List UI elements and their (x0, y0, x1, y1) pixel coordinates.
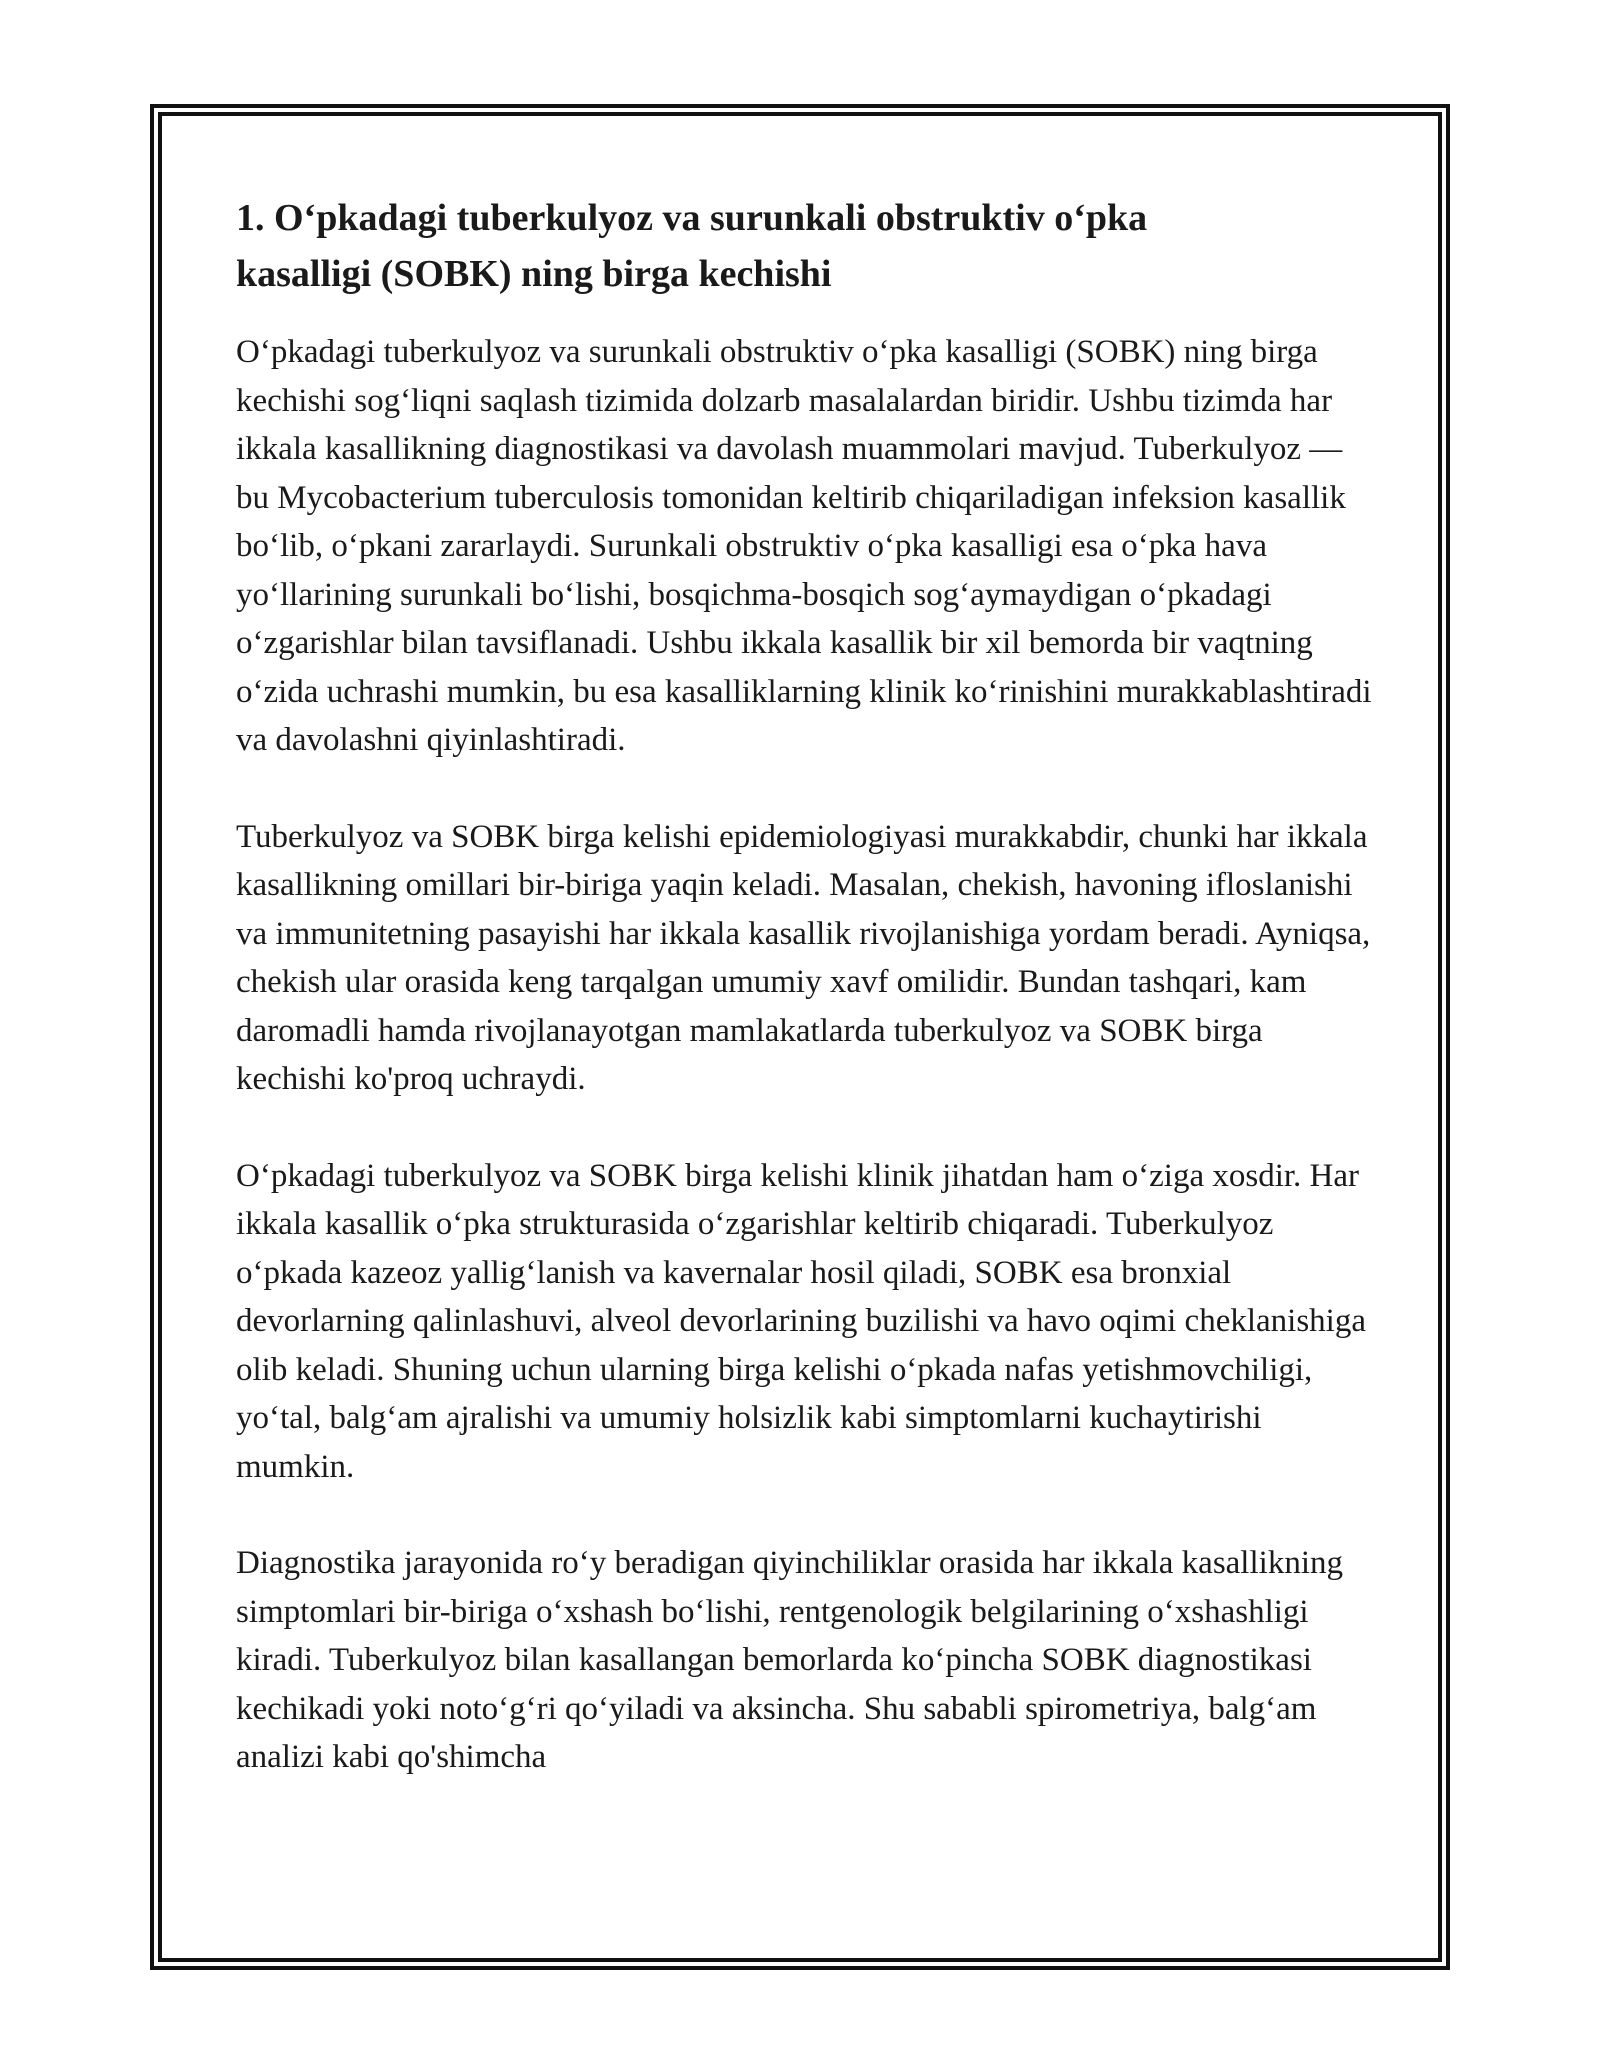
paragraph-2: Tuberkulyoz va SOBK birga kelishi epidemiologiyasi murakkabdir, chunki har ikkala kasallikning omillari bir-biriga yaqin keladi. Masalan, chekish, havoning ifloslanishi va immunitetning pasayishi har ikkala kasallik rivojlanishiga yordam beradi. Ayniqsa, chekish ular orasida keng tarqalgan umumiy xavf omilidir. Bundan tashqari, kam daromadli hamda rivojlanayotgan mamlakatlarda tuberkulyoz va SOBK birga kechishi ko'proq uchraydi. (236, 818, 1371, 1097)
paragraph-3: O‘pkadagi tuberkulyoz va SOBK birga kelishi klinik jihatdan ham o‘ziga xosdir. Har ikkala kasallik o‘pka strukturasida o‘zgarishlar keltirib chiqaradi. Tuberkulyoz o‘pkada kazeoz yallig‘lanish va kavernalar hosil qiladi, SOBK esa bronxial devorlarning qalinlashuvi, alveol devorlarining buzilishi va havo oqimi cheklanishiga olib keladi. Shuning uchun ularning birga kelishi o‘pkada nafas yetishmovchiligi, yo‘tal, balg‘am ajralishi va umumiy holsizlik kabi simptomlarni kuchaytirishi mumkin. (236, 1157, 1366, 1485)
document-body (236, 190, 1376, 1830)
paragraph-1: O‘pkadagi tuberkulyoz va surunkali obstruktiv o‘pka kasalligi (SOBK) ning birga kechishi sog‘liqni saqlash tizimida dolzarb masalalardan biridir. Ushbu tizimda har ikkala kasallikning diagnostikasi va davolash muammolari mavjud. Tuberkulyoz — bu Mycobacterium tuberculosis tomonidan keltirib chiqariladigan infeksion kasallik bo‘lib, o‘pkani zararlaydi. Surunkali obstruktiv o‘pka kasalligi esa o‘pka hava yo‘llarining surunkali bo‘lishi, bosqichma-bosqich sog‘aymaydigan o‘pkadagi o‘zgarishlar bilan tavsiflanadi. Ushbu ikkala kasallik bir xil bemorda bir vaqtning o‘zida uchrashi mumkin, bu esa kasalliklarning klinik ko‘rinishini murakkablashtiradi va davolashni qiyinlashtiradi. (236, 334, 1372, 758)
section-heading: 1. O‘pkadagi tuberkulyoz va surunkali obstruktiv o‘pka kasalligi (SOBK) ning birga kechishi (236, 197, 1148, 295)
paragraph-4: Diagnostika jarayonida ro‘y beradigan qiyinchiliklar orasida har ikkala kasallikning simptomlari bir-biriga o‘xshash bo‘lishi, rentgenologik belgilarining o‘xshashligi kiradi. Tuberkulyoz bilan kasallangan bemorlarda ko‘pincha SOBK diagnostikasi kechikadi yoki noto‘g‘ri qo‘yiladi va aksincha. Shu sababli spirometriya, balg‘am analizi kabi qo'shimcha (236, 1545, 1343, 1775)
